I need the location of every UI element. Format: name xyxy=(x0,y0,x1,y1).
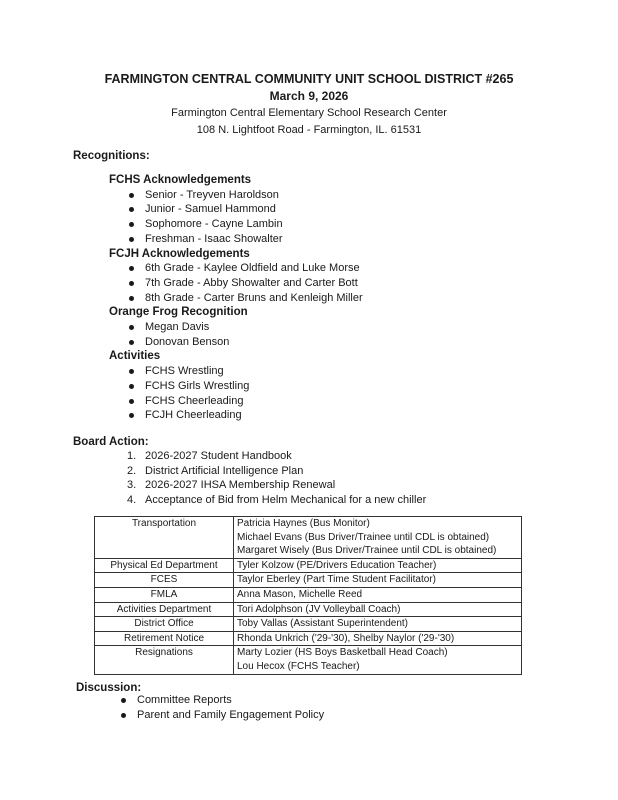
list-item xyxy=(127,464,557,479)
table-row xyxy=(95,602,522,617)
board-action-heading: Board Action: xyxy=(73,436,149,448)
meeting-address: 108 N. Lightfoot Road - Farmington, IL. 61531 xyxy=(196,124,422,136)
name-entry: Tori Adolphson (JV Volleyball Coach) xyxy=(237,603,401,615)
names-cell xyxy=(234,587,522,602)
name-entry: Anna Mason, Michelle Reed xyxy=(237,588,363,600)
list-item xyxy=(127,478,557,493)
item-text: District Artificial Intelligence Plan xyxy=(145,464,304,477)
name-entry: Patricia Haynes (Bus Monitor) xyxy=(237,518,370,529)
document-header xyxy=(0,71,618,139)
name-entry: Marty Lozier (HS Boys Basketball Head Coach) xyxy=(237,647,448,659)
names-cell xyxy=(234,573,522,588)
item-text: Acceptance of Bid from Helm Mechanical for a new chiller xyxy=(145,494,427,507)
list-item: FCHS Girls Wrestling xyxy=(129,379,529,394)
names-cell xyxy=(234,631,522,646)
item-number: 1. xyxy=(127,450,137,462)
table-row xyxy=(95,517,522,559)
list-item: FCJH Cheerleading xyxy=(129,408,529,423)
group-heading: Activities xyxy=(109,350,161,363)
name-entry: Tyler Kolzow (PE/Drivers Education Teacher) xyxy=(237,559,437,571)
item-number: 4. xyxy=(127,494,137,507)
district-title: FARMINGTON CENTRAL COMMUNITY UNIT SCHOOL DISTRICT #265 xyxy=(104,72,514,86)
list-item: Donovan Benson xyxy=(129,335,529,350)
table-row xyxy=(95,558,522,573)
name-entry: Lou Hecox (FCHS Teacher) xyxy=(237,660,360,672)
list-item xyxy=(127,493,557,508)
category-cell: FMLA xyxy=(95,587,234,602)
category-cell: District Office xyxy=(95,617,234,632)
group-list xyxy=(109,364,529,423)
category-cell: Activities Department xyxy=(95,602,234,617)
list-item: Freshman - Isaac Showalter xyxy=(129,232,529,247)
category-cell: Physical Ed Department xyxy=(95,558,234,573)
discussion-heading: Discussion: xyxy=(76,682,142,694)
list-item: Junior - Samuel Hammond xyxy=(129,202,529,217)
names-cell xyxy=(234,558,522,573)
group-heading: FCHS Acknowledgements xyxy=(109,174,252,186)
group-list xyxy=(109,261,529,305)
table-row xyxy=(95,646,522,674)
category-cell: FCES xyxy=(95,573,234,588)
list-item: Megan Davis xyxy=(129,320,529,335)
discussion-list xyxy=(109,693,529,722)
list-item: Committee Reports xyxy=(121,693,529,708)
list-item: Senior - Treyven Haroldson xyxy=(129,188,529,203)
list-item xyxy=(127,449,557,464)
item-number: 2. xyxy=(127,464,137,477)
list-item: 7th Grade - Abby Showalter and Carter Bott xyxy=(129,276,529,291)
name-entry: Toby Vallas (Assistant Superintendent) xyxy=(237,618,409,630)
names-cell xyxy=(234,602,522,617)
group-list xyxy=(109,320,529,349)
item-text: 2026-2027 IHSA Membership Renewal xyxy=(145,479,336,492)
recognitions-section xyxy=(109,173,529,423)
list-item: FCHS Cheerleading xyxy=(129,394,529,409)
name-entry: Taylor Eberley (Part Time Student Facilitator) xyxy=(237,574,436,586)
list-item: 8th Grade - Carter Bruns and Kenleigh Miller xyxy=(129,291,529,306)
discussion-section xyxy=(109,693,529,722)
table-row xyxy=(95,587,522,602)
item-number: 3. xyxy=(127,479,137,492)
name-entry: Rhonda Unkrich ('29-'30), Shelby Naylor ('29-'30) xyxy=(237,632,455,644)
list-item: Parent and Family Engagement Policy xyxy=(121,708,529,723)
category-cell: Resignations xyxy=(95,646,234,674)
category-cell: Transportation xyxy=(95,517,234,559)
list-item: 6th Grade - Kaylee Oldfield and Luke Morse xyxy=(129,261,529,276)
personnel-table xyxy=(94,516,522,675)
table-row xyxy=(95,631,522,646)
meeting-date: March 9, 2026 xyxy=(269,89,349,103)
names-cell xyxy=(234,646,522,674)
list-item: Sophomore - Cayne Lambin xyxy=(129,217,529,232)
list-item: FCHS Wrestling xyxy=(129,364,529,379)
group-list xyxy=(109,188,529,247)
group-heading: Orange Frog Recognition xyxy=(109,306,248,319)
name-entry: Michael Evans (Bus Driver/Trainee until CDL is obtained) xyxy=(237,531,490,543)
meeting-location: Farmington Central Elementary School Research Center xyxy=(171,107,447,119)
table-row xyxy=(95,573,522,588)
item-text: 2026-2027 Student Handbook xyxy=(145,450,292,462)
category-cell: Retirement Notice xyxy=(95,631,234,646)
board-action-list xyxy=(127,449,557,508)
names-cell xyxy=(234,517,522,559)
names-cell xyxy=(234,617,522,632)
name-entry: Margaret Wisely (Bus Driver/Trainee until CDL is obtained) xyxy=(237,545,497,557)
board-action-section xyxy=(127,449,557,508)
table-row xyxy=(95,617,522,632)
group-heading: FCJH Acknowledgements xyxy=(109,247,250,260)
recognitions-heading: Recognitions: xyxy=(73,150,150,162)
